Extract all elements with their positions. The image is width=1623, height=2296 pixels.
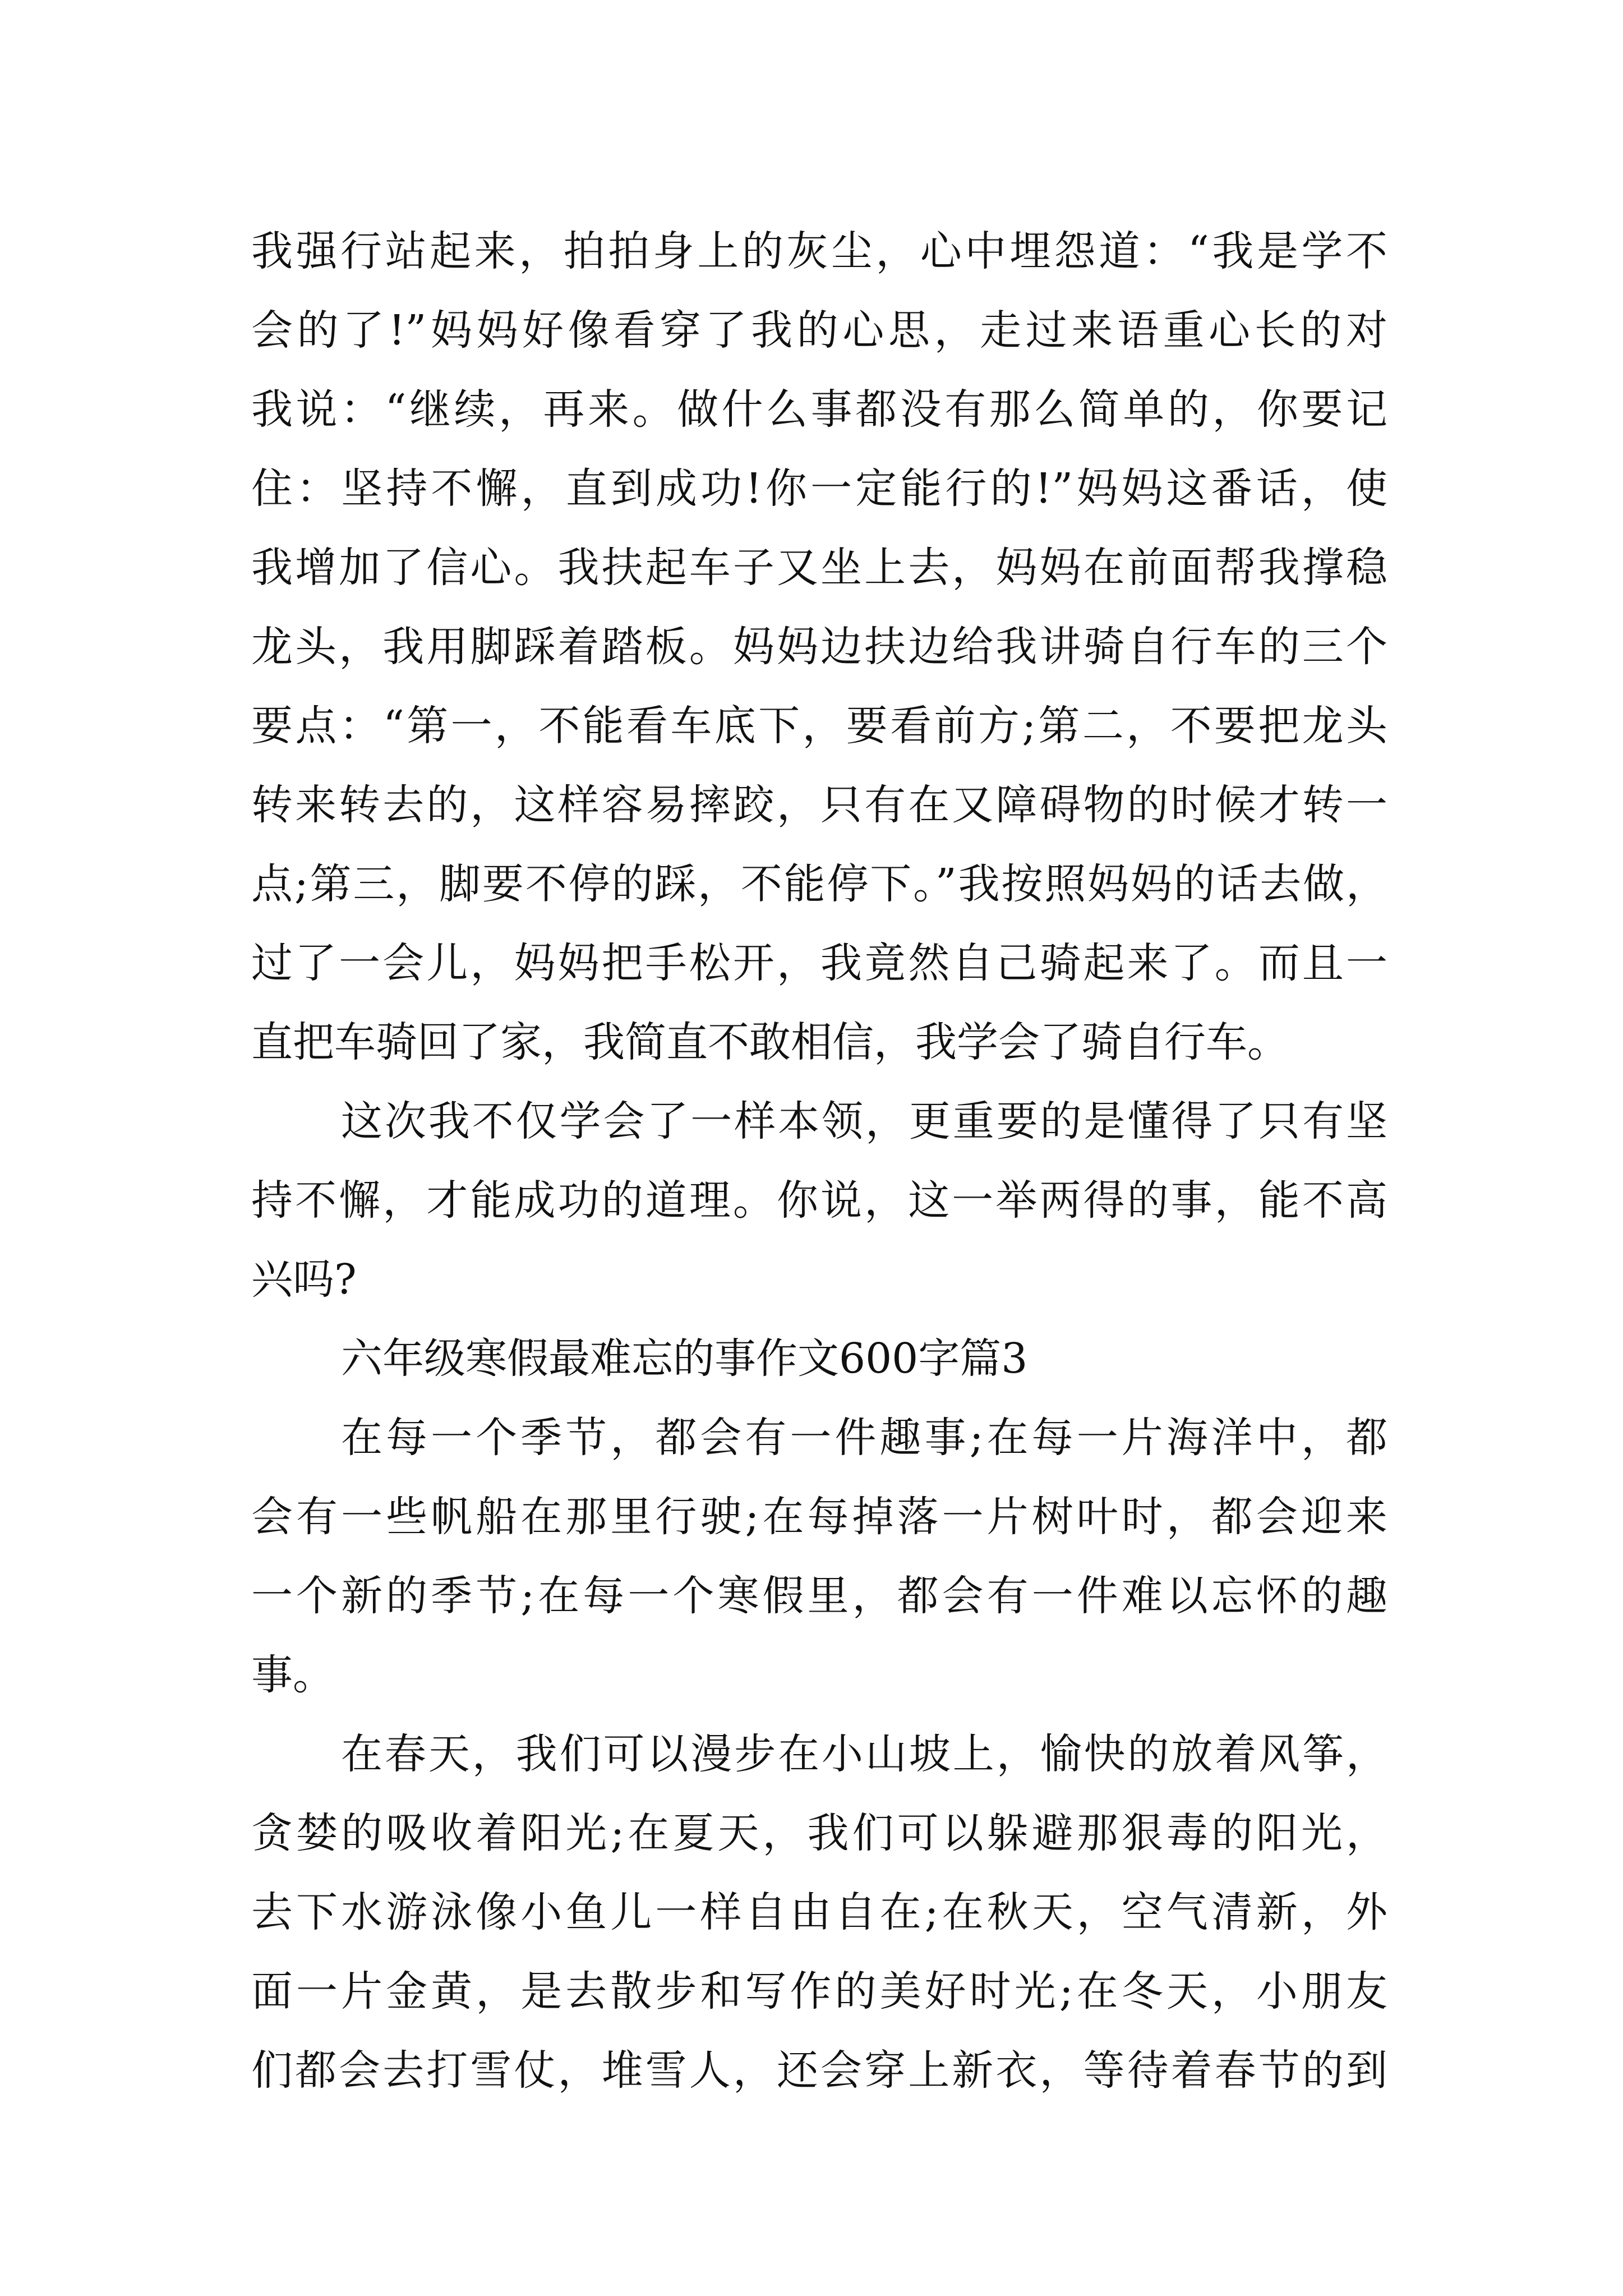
text-line: 直把车骑回了家，我简直不敢相信，我学会了骑自行车。 (251, 1018, 1289, 1066)
text-line: 我说：“继续，再来。做什么事都没有那么简单的，你要记 (251, 385, 1387, 434)
text-line: 持不懈，才能成功的道理。你说，这一举两得的事，能不高 (251, 1176, 1387, 1225)
text-line: 兴吗? (251, 1255, 357, 1304)
paragraph-1 (251, 212, 1387, 1082)
paragraph-3 (251, 1398, 1387, 1715)
document-body (251, 212, 1387, 2110)
text-line: 贪婪的吸收着阳光;在夏天，我们可以躲避那狠毒的阳光， (251, 1809, 1387, 1857)
text-line: 转来转去的，这样容易摔跤，只有在又障碍物的时候才转一 (251, 781, 1387, 829)
paragraph-2 (251, 1082, 1387, 1319)
text-line: 会的了!”妈妈好像看穿了我的心思，走过来语重心长的对 (251, 306, 1387, 355)
heading-line: 六年级寒假最难忘的事作文600字篇3 (341, 1335, 1028, 1383)
text-line: 点;第三，脚要不停的踩，不能停下。”我按照妈妈的话去做， (251, 860, 1387, 908)
section-heading (251, 1319, 1387, 1398)
text-line: 过了一会儿，妈妈把手松开，我竟然自己骑起来了。而且一 (251, 939, 1387, 987)
paragraph-4 (251, 1715, 1387, 2110)
text-line: 们都会去打雪仗，堆雪人，还会穿上新衣，等待着春节的到 (251, 2046, 1387, 2095)
text-line: 我强行站起来，拍拍身上的灰尘，心中埋怨道：“我是学不 (251, 227, 1387, 275)
text-line: 我增加了信心。我扶起车子又坐上去，妈妈在前面帮我撑稳 (251, 544, 1387, 592)
text-line: 要点：“第一，不能看车底下，要看前方;第二，不要把龙头 (251, 702, 1387, 750)
text-line: 在每一个季节，都会有一件趣事;在每一片海洋中，都 (341, 1414, 1387, 1462)
text-line: 一个新的季节;在每一个寒假里，都会有一件难以忘怀的趣 (251, 1572, 1387, 1620)
text-line: 住：坚持不懈，直到成功!你一定能行的!”妈妈这番话，使 (251, 464, 1387, 513)
text-line: 龙头，我用脚踩着踏板。妈妈边扶边给我讲骑自行车的三个 (251, 623, 1387, 671)
text-line: 这次我不仅学会了一样本领，更重要的是懂得了只有坚 (341, 1097, 1387, 1145)
text-line: 会有一些帆船在那里行驶;在每掉落一片树叶时，都会迎来 (251, 1493, 1387, 1541)
text-line: 去下水游泳像小鱼儿一样自由自在;在秋天，空气清新，外 (251, 1888, 1387, 1936)
text-line: 面一片金黄，是去散步和写作的美好时光;在冬天，小朋友 (251, 1967, 1387, 2016)
text-line: 在春天，我们可以漫步在小山坡上，愉快的放着风筝， (341, 1730, 1387, 1778)
text-line: 事。 (251, 1651, 334, 1699)
